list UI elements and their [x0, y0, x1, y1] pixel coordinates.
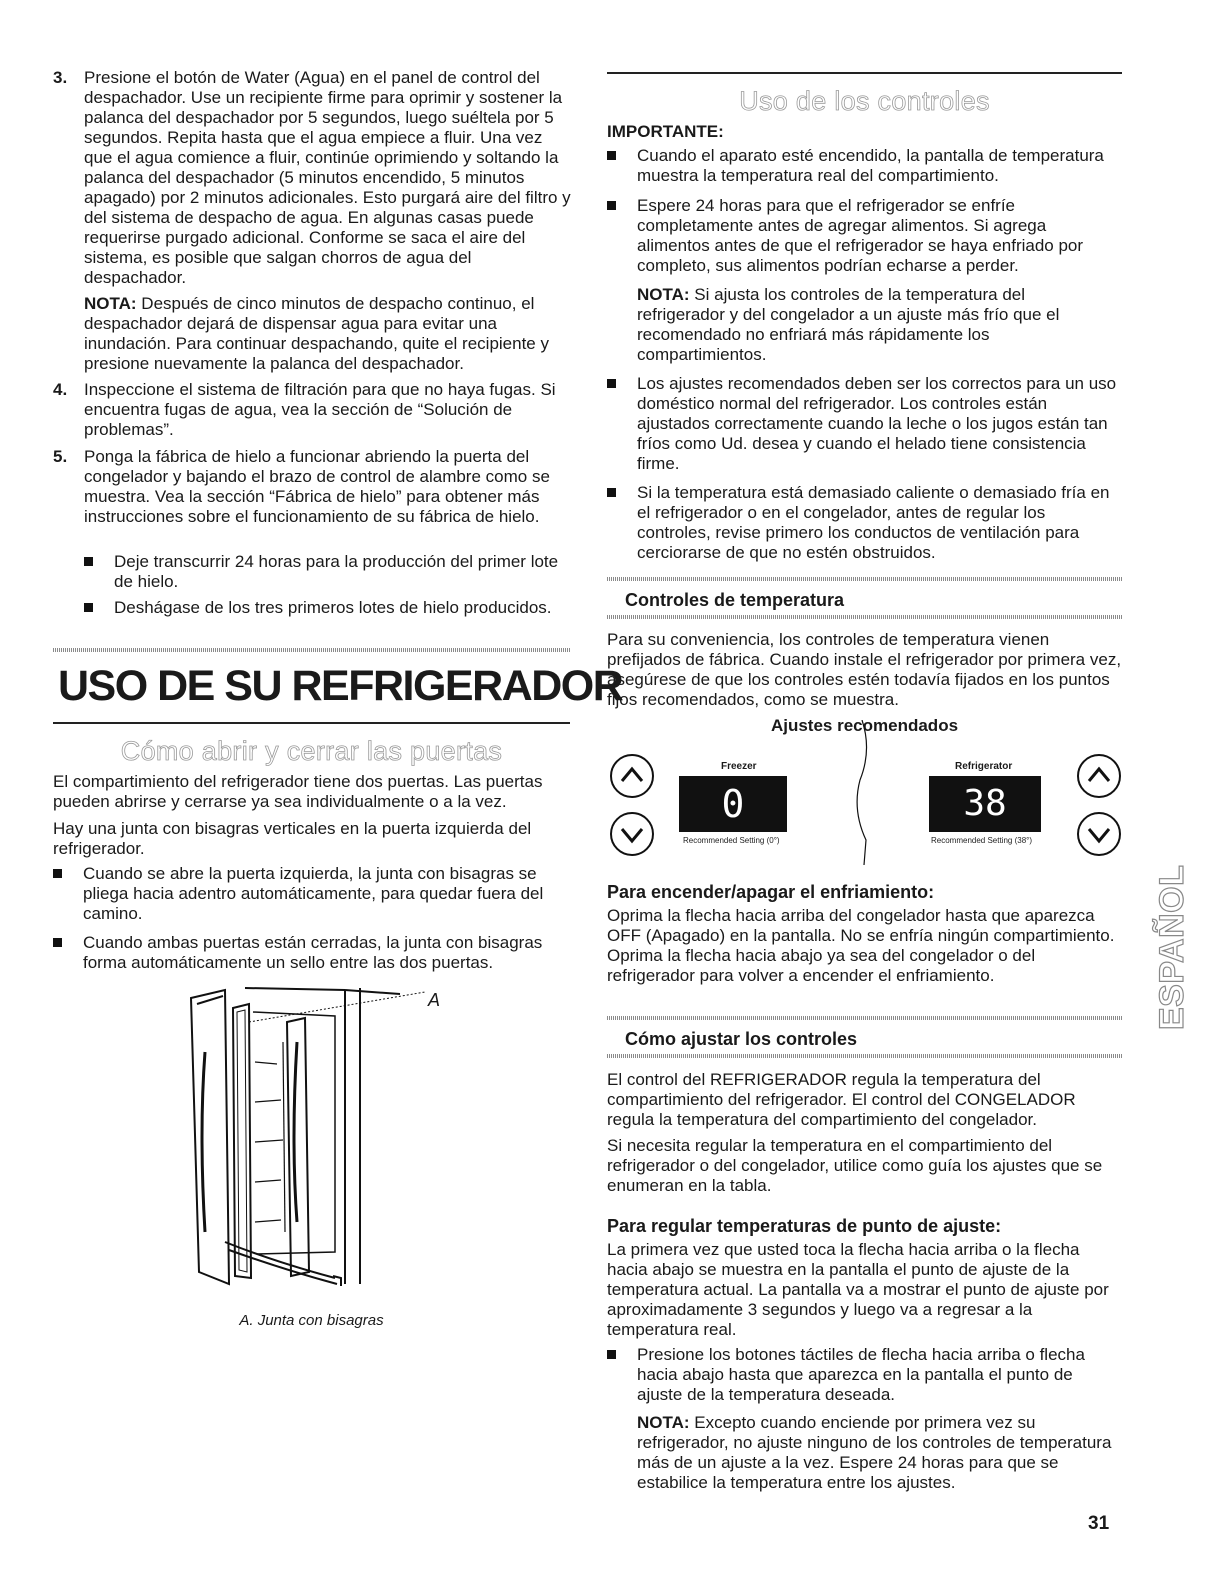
main-heading: USO DE SU REFRIGERADOR	[58, 662, 623, 710]
step-3	[53, 68, 573, 374]
bullet-icon	[607, 151, 616, 160]
note-text: Después de cinco minutos de despacho continuo, el despachador dejará de dispensar agua para evitar una inundación. Para continuar despachando, quite el recipiente y presione nuevamente la palanca del despachador.	[84, 294, 549, 373]
section-divider	[607, 577, 1122, 581]
bullet-text: Deje transcurrir 24 horas para la producción del primer lote de hielo.	[114, 552, 559, 591]
language-side-tab: ESPAÑOL	[1153, 864, 1191, 1030]
doors-heading: Cómo abrir y cerrar las puertas	[120, 736, 503, 766]
freezer-down-button[interactable]	[610, 812, 654, 856]
refrigerator-display: 38	[929, 776, 1041, 832]
adjust-para-1: El control del REFRIGERADOR regula la temperatura del compartimiento del refrigerador. El control del CONGELADOR regula la temperatura del compartimiento del congelador.	[607, 1070, 1076, 1129]
bullet-icon	[607, 201, 616, 210]
page-number: 31	[1088, 1513, 1110, 1534]
note-text: Excepto cuando enciende por primera vez su refrigerador, no ajuste ninguno de los controles de temperatura más de un ajuste a la vez. Espere 24 horas para que se estabilice la temperatura entre los ajustes.	[637, 1413, 1112, 1492]
bullet-text: Los ajustes recomendados deben ser los correctos para un uso doméstico normal del refrigerador. Los controles están ajustados correctamente cuando la leche o los jugos están tan fríos como Ud. desea y cuando el helado tiene consistencia firme.	[637, 374, 1117, 473]
figure-caption: A. Junta con bisagras	[239, 1312, 384, 1329]
onoff-para: Oprima la flecha hacia arriba del congelador hasta que aparezca OFF (Apagado) en la pantalla. No se enfría ningún compartimiento. Oprima la flecha hacia abajo ya sea del congelador o del refrigerador para volver a encender el enfriamiento.	[607, 906, 1115, 985]
chevron-up-icon	[612, 756, 652, 796]
figure-callout-label: A	[428, 990, 441, 1010]
bullet-icon	[607, 488, 616, 497]
bullet-text: Presione los botones táctiles de flecha hacia arriba o flecha hacia abajo hasta que aparezca en la pantalla el punto de ajuste de la temperatura deseada.	[637, 1345, 1085, 1404]
doors-bullet-1	[53, 864, 573, 924]
panel-break-mark	[852, 720, 882, 865]
note-text: Si ajusta los controles de la temperatura del refrigerador y del congelador a un ajuste más frío que el recomendado no enfriará más rápidamente los compartimientos.	[637, 285, 1060, 364]
bullet-icon	[84, 603, 93, 612]
setpoint-bullet	[607, 1345, 1122, 1405]
freezer-label: Freezer	[721, 761, 757, 772]
doors-para-1: El compartimiento del refrigerador tiene dos puertas. Las puertas pueden abrirse y cerrarse ya sea individualmente o a la vez.	[53, 772, 543, 811]
important-bullet-4	[607, 483, 1122, 563]
bullet-text: Cuando se abre la puerta izquierda, la junta con bisagras se pliega hacia adentro automáticamente, para quedar fuera del camino.	[83, 864, 544, 923]
top-rule	[607, 72, 1122, 74]
doors-para-2: Hay una junta con bisagras verticales en la puerta izquierda del refrigerador.	[53, 819, 532, 858]
refrigerator-down-button[interactable]	[1077, 812, 1121, 856]
bullet-icon	[53, 938, 62, 947]
bullet-icon	[607, 1350, 616, 1359]
step-4	[53, 380, 573, 440]
step-text: Presione el botón de Water (Agua) en el panel de control del despachador. Use un recipiente firme para oprimir y sostener la palanca del despachador por 5 segundos, luego suéltela por 5 segundos. Repita hasta que el agua empiece a fluir. Una vez que el agua comience a fluir, continúe oprimiendo y soltando la palanca del despachador (5 minutos encendido, 5 minutos apagado) por 2 minutos adicionales. Esto purgará aire del filtro y del sistema de despacho de agua. En algunas casas puede requerirse purgado adicional. Conforme se saca el aire del sistema, es posible que salgan chorros de agua del despachador.	[84, 68, 571, 287]
section-divider	[53, 648, 570, 652]
bullet-text: Espere 24 horas para que el refrigerador se enfríe completamente antes de agregar alimentos. Si agrega alimentos antes de que el refrigerador se haya enfriado por completo, sus alimentos podrían echarse a perder.	[637, 196, 1084, 275]
section-divider	[607, 1054, 1122, 1058]
freezer-up-button[interactable]	[610, 754, 654, 798]
refrigerator-label: Refrigerator	[955, 761, 1013, 772]
step-number: 3.	[53, 68, 68, 87]
bullet-text: Cuando ambas puertas están cerradas, la junta con bisagras forma automáticamente un sello entre las dos puertas.	[83, 933, 543, 972]
control-panel	[607, 740, 1127, 865]
step-text: Ponga la fábrica de hielo a funcionar abriendo la puerta del congelador y bajando el brazo de control de alambre como se muestra. Vea la sección “Fábrica de hielo” para obtener más instrucciones sobre el funcionamiento de su fábrica de hielo.	[84, 447, 550, 526]
doors-bullet-2	[53, 933, 573, 973]
bullet-icon	[607, 379, 616, 388]
heading-rule	[53, 722, 570, 724]
important-bullet-2	[607, 196, 1122, 276]
step-5-bullet-1	[84, 552, 564, 592]
section-divider	[607, 1016, 1122, 1020]
step-5-bullet-2	[84, 598, 564, 618]
controls-heading: Uso de los controles	[739, 86, 990, 116]
refrigerator-doors-illustration	[185, 982, 460, 1292]
note-label: NOTA:	[84, 294, 137, 313]
bullet-icon	[53, 869, 62, 878]
important-bullet-3	[607, 374, 1122, 474]
important-note	[637, 285, 1117, 365]
chevron-up-icon	[1079, 756, 1119, 796]
setpoint-note	[637, 1413, 1117, 1493]
step-number: 4.	[53, 380, 68, 399]
section-divider	[607, 615, 1122, 619]
important-label: IMPORTANTE:	[607, 122, 724, 141]
bullet-text: Cuando el aparato esté encendido, la pantalla de temperatura muestra la temperatura real del compartimiento.	[637, 146, 1104, 185]
step-5	[53, 447, 573, 527]
freezer-recommended-setting: Recommended Setting (0°)	[683, 836, 780, 845]
bullet-text: Deshágase de los tres primeros lotes de hielo producidos.	[114, 598, 552, 617]
panel-title: Ajustes recomendados	[770, 716, 959, 735]
note-label: NOTA:	[637, 285, 690, 304]
step-text: Inspeccione el sistema de filtración para que no haya fugas. Si encuentra fugas de agua, vea la sección de “Solución de problemas”.	[84, 380, 556, 439]
bullet-icon	[84, 557, 93, 566]
refrigerator-up-button[interactable]	[1077, 754, 1121, 798]
chevron-down-icon	[612, 814, 652, 854]
step-note	[84, 294, 573, 374]
temp-controls-heading: Controles de temperatura	[625, 590, 845, 610]
important-bullet-1	[607, 146, 1122, 186]
step-number: 5.	[53, 447, 68, 466]
adjust-controls-heading: Cómo ajustar los controles	[625, 1029, 858, 1049]
bullet-text: Si la temperatura está demasiado caliente o demasiado fría en el refrigerador o en el congelador, antes de regular los controles, revise primero los conductos de ventilación para cerciorarse de que no estén obstruidos.	[637, 483, 1110, 562]
refrigerator-recommended-setting: Recommended Setting (38°)	[931, 836, 1033, 845]
setpoint-para: La primera vez que usted toca la flecha hacia arriba o la flecha hacia abajo se muestra en la pantalla el punto de ajuste de la temperatura actual. La pantalla va a mostrar el punto de ajuste por aproximadamente 3 segundos y luego va a regresar a la temperatura real.	[607, 1240, 1109, 1339]
temp-controls-para: Para su conveniencia, los controles de temperatura vienen prefijados de fábrica. Cuando instale el refrigerador por primera vez, asegúrese de que los controles estén todavía fijados en los puntos fijos recomendados, como se muestra.	[607, 630, 1122, 709]
onoff-heading: Para encender/apagar el enfriamiento:	[607, 882, 935, 902]
adjust-para-2: Si necesita regular la temperatura en el compartimiento del refrigerador o del congelador, utilice como guía los ajustes que se enumeran en la tabla.	[607, 1136, 1103, 1195]
freezer-display: 0	[679, 776, 787, 832]
setpoint-heading: Para regular temperaturas de punto de ajuste:	[607, 1216, 1002, 1236]
chevron-down-icon	[1079, 814, 1119, 854]
note-label: NOTA:	[637, 1413, 690, 1432]
